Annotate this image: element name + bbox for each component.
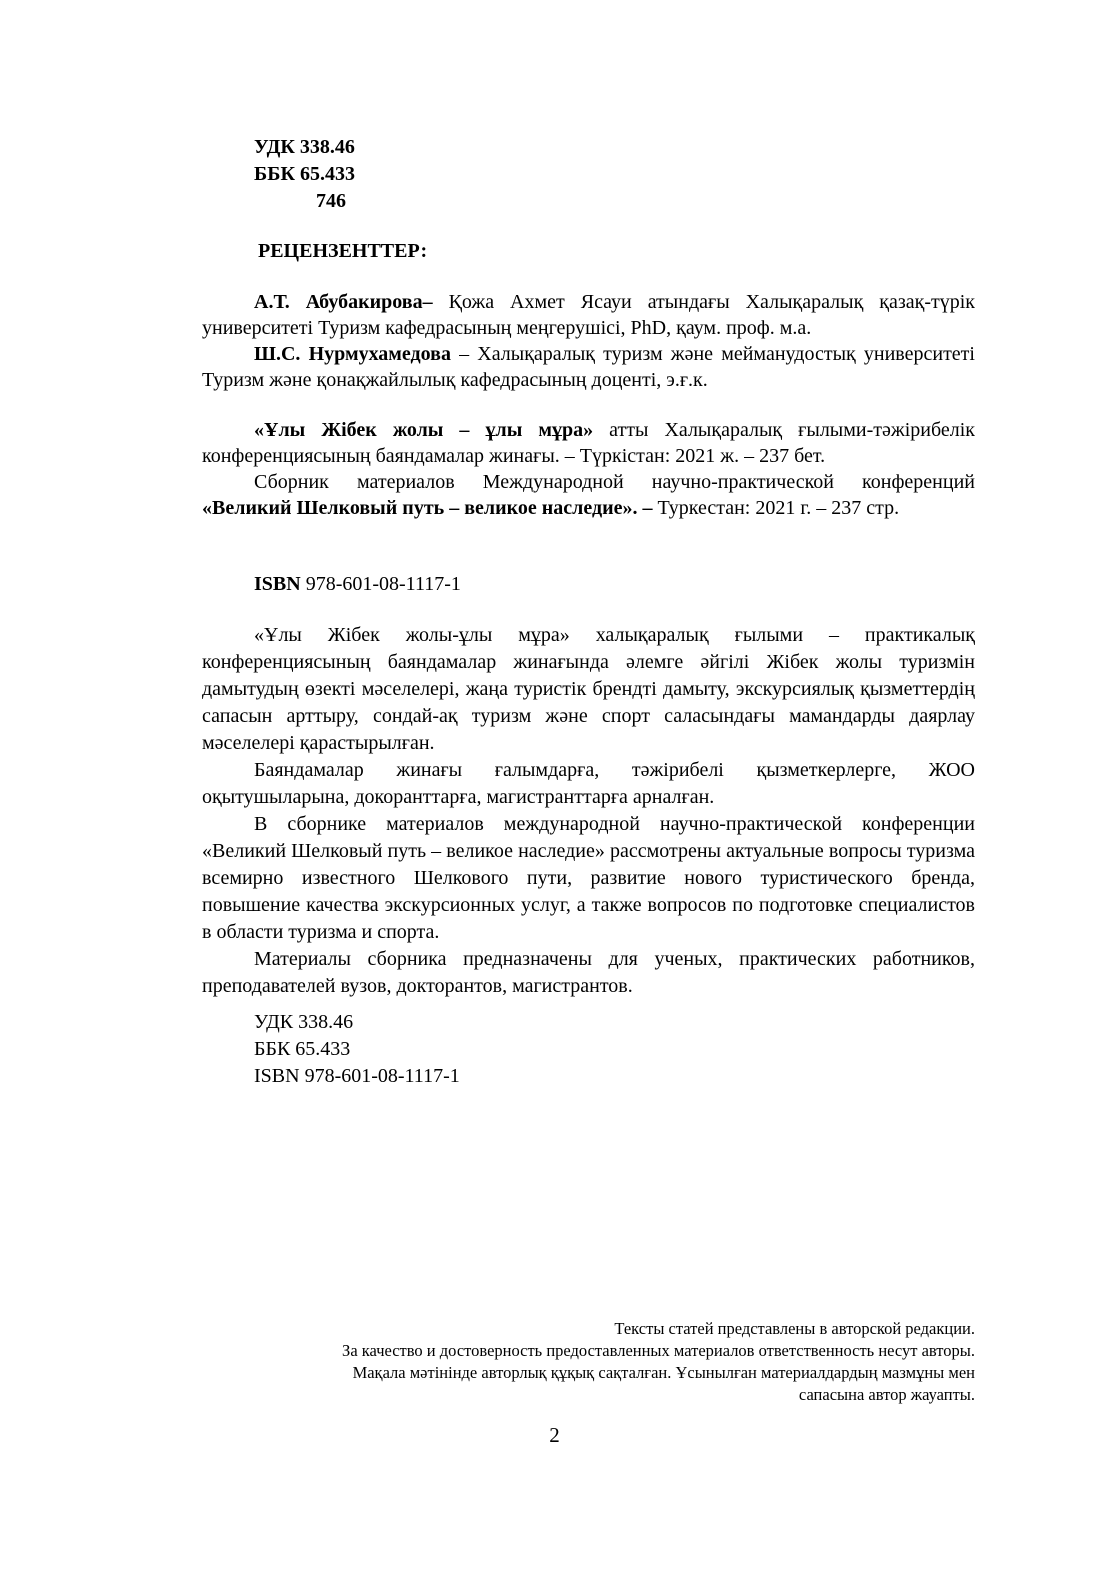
collection-description bbox=[202, 417, 975, 521]
reviewer-description: Қожа Ахмет Ясауи атындағы Халықаралық қазақ-түрік университеті Туризм кафедрасының меңгерушісі, PhD, қаум. проф. м.а. bbox=[202, 291, 975, 339]
collection-kz-title: «Ұлы Жібек жолы – ұлы мұра» bbox=[254, 419, 594, 441]
abstract-paragraph: Баяндамалар жинағы ғалымдарға, тәжірибелі қызметкерлерге, ЖОО оқытушыларына, докоранттарға, магистранттарға арналған. bbox=[202, 759, 975, 808]
isbn-line bbox=[254, 571, 461, 597]
reviewers-heading: РЕЦЕНЗЕНТТЕР: bbox=[258, 240, 428, 262]
collection-kz bbox=[202, 417, 975, 469]
isbn-code: ISBN 978-601-08-1117-1 bbox=[254, 1065, 460, 1087]
reviewer-name: Ш.С. Нурмухамедова bbox=[254, 343, 451, 365]
reviewer-entry bbox=[202, 341, 975, 393]
note-line: Мақала мәтінінде авторлық құқық сақталған. Ұсынылған материалдардың мазмұны мен bbox=[352, 1363, 975, 1382]
reviewers-list bbox=[202, 289, 975, 393]
udk-code: УДК 338.46 bbox=[254, 1011, 354, 1033]
isbn-value: 978-601-08-1117-1 bbox=[300, 573, 461, 595]
bbk-code: ББК 65.433 bbox=[254, 163, 355, 185]
classification-codes-top bbox=[254, 134, 355, 215]
note-line: Тексты статей представлены в авторской редакции. bbox=[614, 1319, 975, 1338]
reviewer-entry bbox=[202, 289, 975, 341]
page-number: 2 bbox=[549, 1423, 560, 1447]
reviewer-name: А.Т. Абубакирова– bbox=[254, 291, 433, 313]
reviewer-description: – Халықаралық туризм және мейманудостық университеті Туризм және қонақжайлылық кафедрасының доценті, э.ғ.к. bbox=[202, 343, 975, 391]
udk-code: УДК 338.46 bbox=[254, 136, 355, 158]
note-line: сапасына автор жауапты. bbox=[798, 1385, 975, 1404]
copyright-note bbox=[342, 1318, 975, 1406]
abstract-paragraph: В сборнике материалов международной научно-практической конференции «Великий Шелковый путь – великое наследие» рассмотрены актуальные вопросы туризма всемирно известного Шелкового пути, развитие нового туристического бренда, повышение качества экскурсионных услуг, а также вопросов по подготовке специалистов в области туризма и спорта. bbox=[202, 813, 975, 943]
abstract-paragraph: Материалы сборника предназначены для ученых, практических работников, преподавателей вузов, докторантов, магистрантов. bbox=[202, 948, 975, 997]
collection-ru-text: Туркестан: 2021 г. – 237 стр. bbox=[652, 497, 900, 519]
collection-ru bbox=[202, 469, 975, 521]
author-sign: 746 bbox=[316, 190, 346, 212]
classification-codes-bottom bbox=[254, 1009, 460, 1090]
collection-ru-intro: Сборник материалов Международной научно-практической конференций bbox=[254, 471, 975, 493]
abstract bbox=[202, 622, 975, 1000]
collection-ru-title: «Великий Шелковый путь – великое наследие». – bbox=[202, 497, 653, 519]
abstract-paragraph: «Ұлы Жібек жолы-ұлы мұра» халықаралық ғылыми – практикалық конференциясының баяндамалар жинағында әлемге әйгілі Жібек жолы туризмін дамытудың өзекті мәселелері, жаңа туристік брендті дамыту, экскурсиялық қызметтердің сапасын арттыру, сондай-ақ туризм және спорт саласындағы мамандарды даярлау мәселелері қарастырылған. bbox=[202, 624, 975, 754]
isbn-label: ISBN bbox=[254, 573, 301, 595]
bbk-code: ББК 65.433 bbox=[254, 1038, 351, 1060]
note-line: За качество и достоверность предоставленных материалов ответственность несут авторы. bbox=[342, 1341, 975, 1360]
collection-kz-text: атты Халықаралық ғылыми-тәжірибелік конференциясының баяндамалар жинағы. – Түркістан: 2021 ж. – 237 бет. bbox=[202, 419, 975, 467]
